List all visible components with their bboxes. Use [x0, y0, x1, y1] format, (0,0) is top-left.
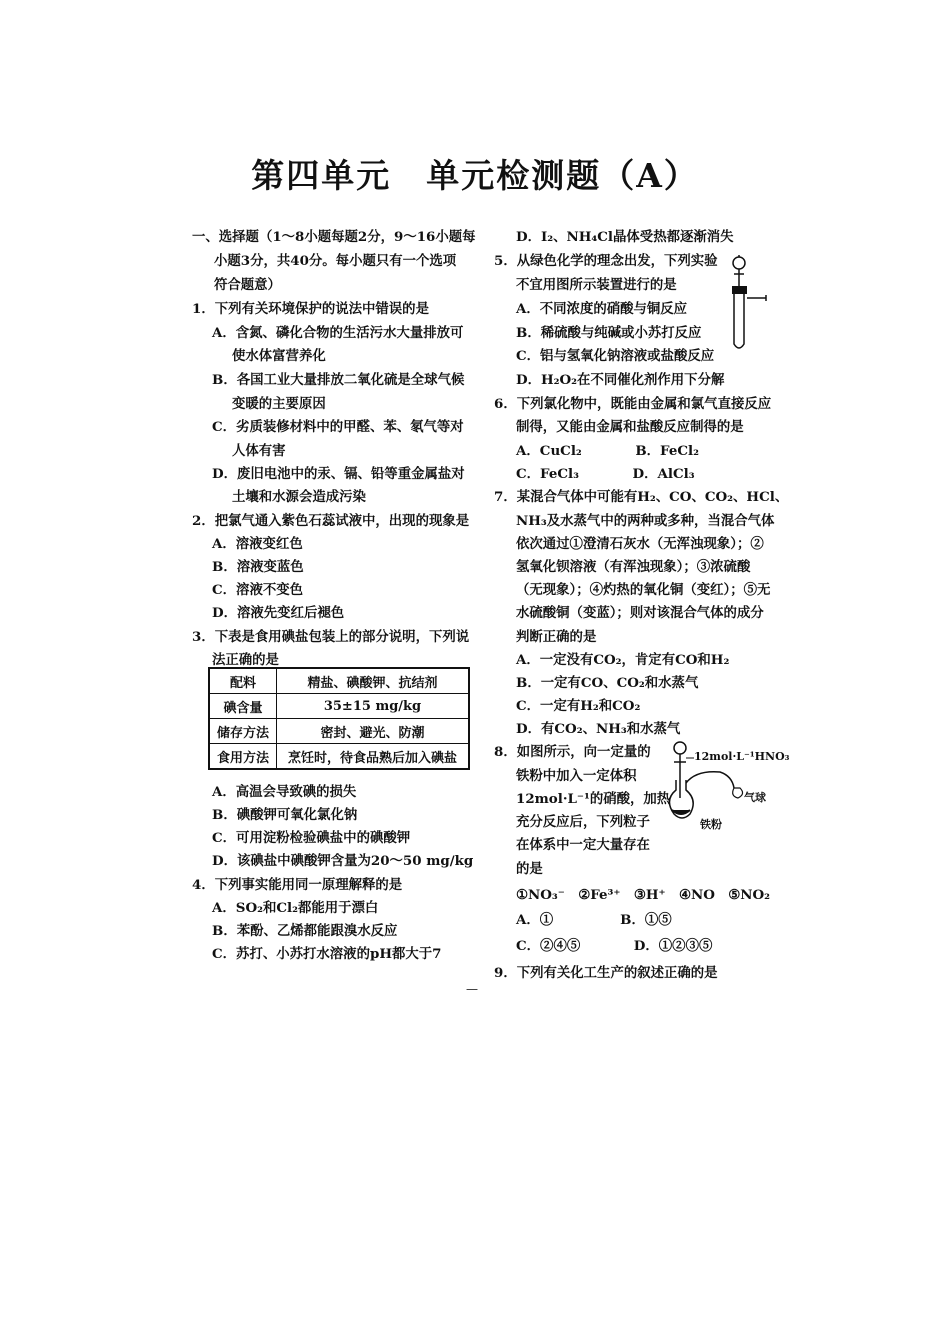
option: B．碘酸钾可氧化氯化钠 [212, 807, 358, 823]
table-row [209, 719, 469, 744]
option: A．CuCl₂ B．FeCl₂ [516, 443, 699, 459]
question-8-cont: 的是 [516, 861, 543, 877]
acid-label: 12mol·L⁻¹HNO₃ [694, 750, 790, 763]
table-cell: 食用方法 [209, 744, 277, 770]
option: A．溶液变红色 [212, 536, 303, 552]
option: A．不同浓度的硝酸与铜反应 [516, 301, 688, 317]
question-8-cont: 12mol·L⁻¹的硝酸，加热 [516, 791, 671, 807]
iron-powder-icon [672, 810, 690, 814]
table-row [209, 744, 469, 770]
table-cell: 密封、避光、防潮 [277, 719, 470, 744]
option: C．铝与氢氧化钠溶液或盐酸反应 [516, 348, 715, 364]
option: A．一定没有CO₂，肯定有CO和H₂ [516, 652, 730, 668]
option: A．高温会导致碘的损失 [212, 784, 357, 800]
salt-info-table [208, 667, 470, 770]
page-number: — [466, 982, 478, 996]
option: C．溶液不变色 [212, 582, 304, 598]
test-tube-apparatus-figure [720, 252, 780, 356]
table-cell: 精盐、碘酸钾、抗结剂 [277, 668, 470, 694]
page-title: 第四单元 单元检测题（A） [251, 156, 699, 195]
table-cell: 烹饪时，待食品熟后加入碘盐 [277, 744, 470, 770]
question-9: 9．下列有关化工生产的叙述正确的是 [494, 965, 718, 981]
option: D．I₂、NH₄Cl晶体受热都逐渐消失 [516, 229, 734, 245]
question-8-cont: 在体系中一定大量存在 [516, 837, 650, 853]
option: C．苏打、小苏打水溶液的pH都大于7 [212, 946, 442, 962]
option: B．苯酚、乙烯都能跟溴水反应 [212, 923, 398, 939]
question-7-cont: NH₃及水蒸气中的两种或多种，当混合气体 [516, 513, 775, 529]
question-2: 2．把氯气通入紫色石蕊试液中，出现的现象是 [192, 513, 470, 529]
stopper-icon [732, 286, 747, 294]
option: D．有CO₂、NH₃和水蒸气 [516, 721, 681, 737]
option: C．FeCl₃ D．AlCl₃ [516, 466, 695, 482]
question-7-cont: 判断正确的是 [516, 629, 597, 645]
option: A．含氮、磷化合物的生活污水大量排放可 [212, 325, 464, 341]
balloon-icon [733, 788, 743, 798]
option-cont: 土壤和水源会造成污染 [232, 489, 366, 505]
question-7-cont: 氢氧化钡溶液（有浑浊现象）；③浓硫酸 [516, 559, 751, 575]
question-3: 3．下表是食用碘盐包装上的部分说明，下列说 [192, 629, 470, 645]
option: B．一定有CO、CO₂和水蒸气 [516, 675, 699, 691]
option: C．②④⑤ D．①②③⑤ [516, 938, 713, 954]
funnel-bulb-icon [674, 742, 686, 754]
question-1: 1．下列有关环境保护的说法中错误的是 [192, 301, 429, 317]
option: D．该碘盐中碘酸钾含量为20～50 mg/kg [212, 853, 474, 869]
option: B．溶液变蓝色 [212, 559, 304, 575]
question-5: 5．从绿色化学的理念出发，下列实验 [494, 253, 718, 269]
option: D．溶液先变红后褪色 [212, 605, 345, 621]
question-7-cont: （无现象）；④灼热的氧化铜（变红）；⑤无 [516, 582, 771, 598]
question-7: 7．某混合气体中可能有H₂、CO、CO₂、HCl、 [494, 489, 789, 505]
question-7-cont: 水硫酸铜（变蓝）；则对该混合气体的成分 [516, 605, 764, 621]
option-cont: 变暖的主要原因 [232, 396, 326, 412]
section-heading: 一、选择题（1～8小题每题2分，9～16小题每 [192, 229, 476, 245]
option: C．劣质装修材料中的甲醛、苯、氡气等对 [212, 419, 464, 435]
option: A．① B．①⑤ [516, 912, 672, 928]
funnel-bulb-icon [733, 257, 745, 269]
question-6: 6．下列氯化物中，既能由金属和氯气直接反应 [494, 396, 772, 412]
table-cell: 碘含量 [209, 694, 277, 719]
option-cont: 人体有害 [232, 443, 286, 459]
table-cell: 配料 [209, 668, 277, 694]
section-heading-line: 小题3分，共40分。每小题只有一个选项 [214, 253, 457, 269]
particle-list: ①NO₃⁻ ②Fe³⁺ ③H⁺ ④NO ⑤NO₂ [516, 887, 771, 903]
question-8-cont: 充分反应后，下列粒子 [516, 814, 650, 830]
table-row [209, 694, 469, 719]
test-tube-icon [734, 294, 744, 348]
option: D．废旧电池中的汞、镉、铅等重金属盐对 [212, 466, 465, 482]
option: B．各国工业大量排放二氧化硫是全球气候 [212, 372, 465, 388]
question-7-cont: 依次通过①澄清石灰水（无浑浊现象）；② [516, 536, 764, 552]
question-5-cont: 不宜用图所示装置进行的是 [516, 277, 677, 293]
balloon-label: 气球 [744, 791, 766, 804]
table-cell: 储存方法 [209, 719, 277, 744]
question-8-cont: 铁粉中加入一定体积 [516, 768, 637, 784]
option: B．稀硫酸与纯碱或小苏打反应 [516, 325, 702, 341]
question-3-cont: 法正确的是 [212, 652, 279, 668]
option: C．可用淀粉检验碘盐中的碘酸钾 [212, 830, 411, 846]
table-row [209, 668, 469, 694]
section-heading-line: 符合题意） [214, 277, 281, 293]
option-cont: 使水体富营养化 [232, 348, 326, 364]
question-4: 4．下列事实能用同一原理解释的是 [192, 877, 403, 893]
question-8: 8．如图所示，向一定量的 [494, 744, 651, 760]
balloon-tube-icon [686, 772, 734, 788]
option: A．SO₂和Cl₂都能用于漂白 [212, 900, 379, 916]
iron-label: 铁粉 [700, 818, 722, 831]
option: C．一定有H₂和CO₂ [516, 698, 641, 714]
table-cell: 35±15 mg/kg [277, 694, 470, 719]
option: D．H₂O₂在不同催化剂作用下分解 [516, 372, 725, 388]
question-6-cont: 制得，又能由金属和盐酸反应制得的是 [516, 419, 744, 435]
